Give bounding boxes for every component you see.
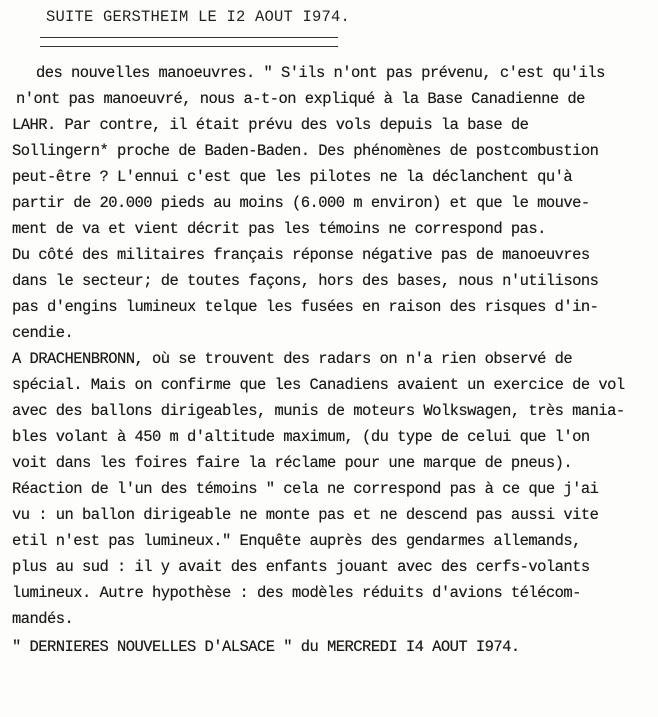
text-line: Sollingern* proche de Baden-Baden. Des phénomènes de postcombustion — [12, 142, 599, 160]
text-line: pas d'engins lumineux telque les fusées en raison des risques d'in- — [12, 298, 599, 316]
text-line: lumineux. Autre hypothèse : des modèles réduits d'avions télécom- — [12, 584, 581, 602]
text-line: etil n'est pas lumineux." Enquête auprès des gendarmes allemands, — [12, 532, 581, 550]
text-line: ment de va et vient décrit pas les témoins ne correspond pas. — [12, 220, 546, 238]
text-line: Réaction de l'un des témoins " cela ne correspond pas à ce que j'ai — [12, 480, 599, 498]
page-header: SUITE GERSTHEIM LE I2 AOUT I974. — [46, 8, 351, 26]
text-line: peut-être ? L'ennui c'est que les pilotes ne la déclanchent qu'à — [12, 168, 573, 186]
text-line: A DRACHENBRONN, où se trouvent des radars on n'a rien observé de — [12, 350, 573, 368]
text-line: spécial. Mais on confirme que les Canadiens avaient un exercice de vol — [12, 376, 625, 394]
text-line: vu : un ballon dirigeable ne monte pas et ne descend pas aussi vite — [12, 506, 599, 524]
text-line: n'ont pas manoeuvré, nous a-t-on expliqué à la Base Canadienne de — [16, 90, 585, 108]
text-line: avec des ballons dirigeables, munis de moteurs Wolkswagen, très mania- — [12, 402, 625, 420]
text-line: des nouvelles manoeuvres. " S'ils n'ont pas prévenu, c'est qu'ils — [36, 64, 605, 82]
header-underline-top — [40, 37, 338, 38]
text-line: dans le secteur; de toutes façons, hors des bases, nous n'utilisons — [12, 272, 599, 290]
header-underline-bottom — [40, 46, 338, 47]
text-line: LAHR. Par contre, il était prévu des vols depuis la base de — [12, 116, 529, 134]
text-line: mandés. — [12, 610, 74, 628]
text-line: Du côté des militaires français réponse négative pas de manoeuvres — [12, 246, 590, 264]
text-line: plus au sud : il y avait des enfants jouant avec des cerfs-volants — [12, 558, 590, 576]
source-citation: " DERNIERES NOUVELLES D'ALSACE " du MERCREDI I4 AOUT I974. — [12, 638, 520, 656]
text-line: voit dans les foires faire la réclame pour une marque de pneus). — [12, 454, 573, 472]
text-line: bles volant à 450 m d'altitude maximum, (du type de celui que l'on — [12, 428, 590, 446]
text-line: cendie. — [12, 324, 74, 342]
text-line: partir de 20.000 pieds au moins (6.000 m environ) et que le mouve- — [12, 194, 590, 212]
